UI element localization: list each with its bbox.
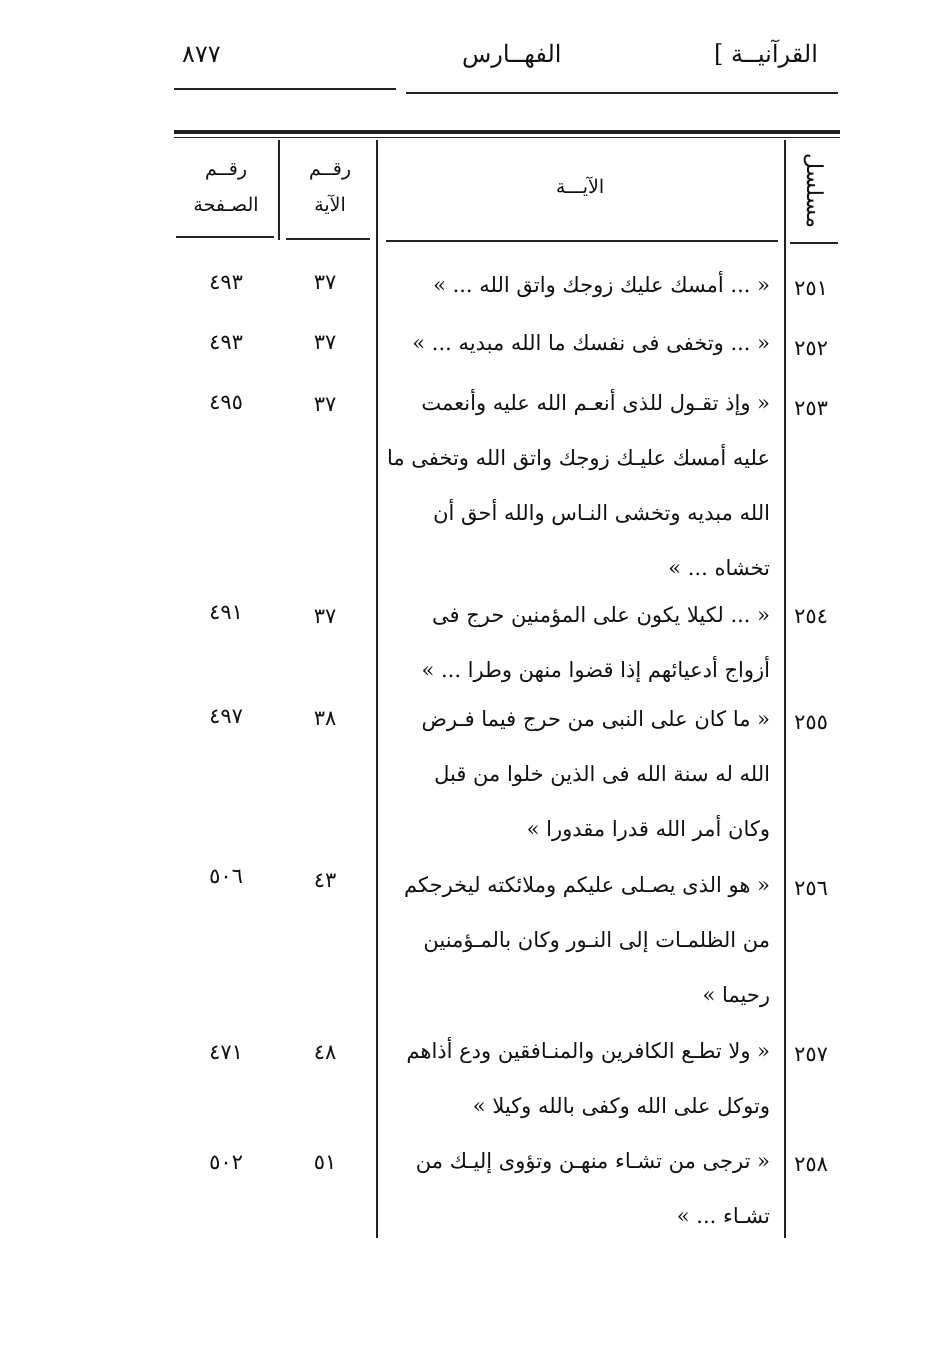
serial-number: ٢٥٦	[794, 876, 828, 900]
table-top-rule	[174, 130, 840, 134]
verse-column-header: الآيـــة	[555, 176, 605, 198]
verse-number-header-line2: الآية	[314, 194, 346, 216]
page-ref: ٤٩٣	[209, 330, 243, 354]
verse-text: « وإذ تقـول للذى أنعـم الله عليه وأنعمت عليه أمسك عليـك زوجك واتق الله وتخفى ما الله مبديه وتخشى النـاس والله أحق أن تخشاه ... »	[386, 391, 770, 580]
verse-number: ٥١	[313, 1150, 337, 1174]
serial-number: ٢٥١	[794, 276, 828, 300]
table-top-rule-thin	[174, 137, 840, 138]
section-title: الفهــارس	[462, 40, 562, 68]
header-rule-left	[174, 88, 396, 90]
verse-text: « ... أمسك عليك زوجك واتق الله ... »	[433, 273, 770, 297]
verse-number: ٤٨	[313, 1040, 337, 1064]
page-ref: ٤٩١	[209, 600, 243, 624]
verse-number: ٣٧	[313, 604, 337, 628]
serial-number: ٢٥٧	[794, 1042, 828, 1066]
serial-number: ٢٥٤	[794, 604, 828, 628]
serial-number: ٢٥٨	[794, 1152, 828, 1176]
page-number: ٨٧٧	[182, 40, 221, 68]
header-underline	[286, 238, 370, 240]
verse-text: « هو الذى يصـلى عليكم وملائكته ليخرجكم من الظلمـات إلى النـور وكان بالمـؤمنين رحيما »	[404, 873, 770, 1007]
verse-number: ٣٧	[313, 330, 337, 354]
serial-number: ٢٥٢	[794, 336, 828, 360]
page-ref: ٥٠٢	[209, 1150, 243, 1174]
page-ref: ٤٩٣	[209, 270, 243, 294]
serial-number: ٢٥٣	[794, 396, 828, 420]
page-ref: ٤٩٧	[209, 704, 243, 728]
header-underline	[386, 240, 778, 242]
index-category: القرآنيــة ]	[714, 40, 818, 68]
column-divider	[278, 140, 280, 240]
column-divider	[376, 140, 378, 1238]
serial-column-header: مسلسل	[801, 152, 826, 228]
verse-text: « ما كان على النبى من حرج فيما فـرض الله له سنة الله فى الذين خلوا من قبل وكان أمر الله قدرا مقدورا »	[421, 707, 770, 841]
page-ref: ٤٧١	[209, 1040, 243, 1064]
verse-number: ٣٨	[313, 706, 337, 730]
page-ref: ٥٠٦	[209, 864, 243, 888]
verse-number: ٤٣	[313, 868, 337, 892]
verse-text: « ولا تطـع الكافرين والمنـافقين ودع أذاهم وتوكل على الله وكفى بالله وكيلا »	[406, 1039, 770, 1118]
header-underline	[790, 242, 838, 244]
serial-number: ٢٥٥	[794, 710, 828, 734]
verse-number-header-line1: رقــم	[308, 158, 352, 180]
page-ref: ٤٩٥	[209, 390, 243, 414]
page-number-header-line2: الصـفحة	[193, 194, 259, 216]
header-underline	[176, 236, 274, 238]
verse-text: « ... لكيلا يكون على المؤمنين حرج فى أزواج أدعيائهم إذا قضوا منهن وطرا ... »	[421, 603, 770, 682]
verse-number: ٣٧	[313, 392, 337, 416]
header-rule-right	[406, 92, 838, 94]
verse-number: ٣٧	[313, 270, 337, 294]
verse-text: « ... وتخفى فى نفسك ما الله مبديه ... »	[412, 331, 770, 355]
verse-text: « ترجى من تشـاء منهـن وتؤوى إليـك من تشـاء ... »	[415, 1149, 770, 1228]
page-number-header-line1: رقــم	[204, 158, 248, 180]
column-divider	[784, 140, 786, 1238]
